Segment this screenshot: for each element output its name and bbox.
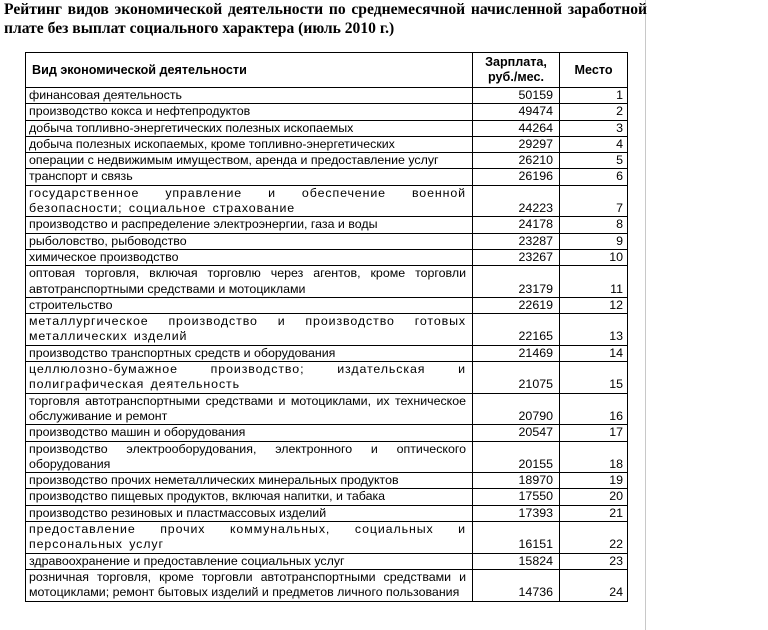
salary-cell: 18970	[473, 473, 560, 489]
salary-cell: 44264	[473, 120, 560, 136]
place-cell: 2	[560, 104, 628, 120]
activity-cell: производство и распределение электроэнергии, газа и воды	[26, 217, 473, 233]
table-row	[26, 522, 628, 554]
activity-cell: добыча топливно-энергетических полезных ископаемых	[26, 120, 473, 136]
table-row	[26, 153, 628, 169]
table-row	[26, 136, 628, 152]
place-cell: 11	[560, 266, 628, 298]
table-row	[26, 425, 628, 441]
activity-cell: добыча полезных ископаемых, кроме топливно-энергетических	[26, 136, 473, 152]
table-row	[26, 314, 628, 346]
salary-cell: 16151	[473, 522, 560, 554]
activity-cell: металлургическое производство и производство готовых металлических изделий	[26, 314, 473, 346]
salary-cell: 23287	[473, 233, 560, 249]
salary-cell: 21469	[473, 345, 560, 361]
page-edge-divider	[645, 0, 646, 630]
salary-cell: 17550	[473, 489, 560, 505]
table-row	[26, 505, 628, 521]
activity-cell: химическое производство	[26, 249, 473, 265]
activity-cell: торговля автотранспортными средствами и мотоциклами, их техническое обслуживание и ремонт	[26, 393, 473, 425]
table-row	[26, 553, 628, 569]
salary-cell: 22165	[473, 314, 560, 346]
table-row	[26, 345, 628, 361]
header-place: Место	[560, 53, 628, 88]
activity-cell: государственное управление и обеспечение военной безопасности; социальное страхование	[26, 185, 473, 217]
salary-cell: 17393	[473, 505, 560, 521]
place-cell: 8	[560, 217, 628, 233]
activity-cell: производство резиновых и пластмассовых изделий	[26, 505, 473, 521]
activity-cell: рыболовство, рыбоводство	[26, 233, 473, 249]
activity-cell: финансовая деятельность	[26, 88, 473, 104]
table-row	[26, 169, 628, 185]
header-activity: Вид экономической деятельности	[26, 53, 473, 88]
activity-cell: строительство	[26, 297, 473, 313]
salary-cell: 20790	[473, 393, 560, 425]
salary-cell: 15824	[473, 553, 560, 569]
activity-cell: здравоохранение и предоставление социальных услуг	[26, 553, 473, 569]
salary-cell: 29297	[473, 136, 560, 152]
table-row	[26, 473, 628, 489]
table-row	[26, 233, 628, 249]
place-cell: 3	[560, 120, 628, 136]
table-row	[26, 120, 628, 136]
salary-cell: 24223	[473, 185, 560, 217]
activity-cell: производство транспортных средств и оборудования	[26, 345, 473, 361]
salary-cell: 22619	[473, 297, 560, 313]
place-cell: 6	[560, 169, 628, 185]
salary-cell: 23267	[473, 249, 560, 265]
place-cell: 10	[560, 249, 628, 265]
activity-cell: транспорт и связь	[26, 169, 473, 185]
table-row	[26, 266, 628, 298]
place-cell: 22	[560, 522, 628, 554]
salary-cell: 23179	[473, 266, 560, 298]
activity-cell: производство электрооборудования, электронного и оптического оборудования	[26, 441, 473, 473]
salary-cell: 49474	[473, 104, 560, 120]
header-salary-line1: Зарплата,	[485, 55, 547, 69]
salary-cell: 50159	[473, 88, 560, 104]
table-row	[26, 104, 628, 120]
activity-cell: производство пищевых продуктов, включая напитки, и табака	[26, 489, 473, 505]
table-row	[26, 297, 628, 313]
activity-cell: целлюлозно-бумажное производство; издательская и полиграфическая деятельность	[26, 362, 473, 394]
activity-cell: производство кокса и нефтепродуктов	[26, 104, 473, 120]
activity-cell: операции с недвижимым имуществом, аренда и предоставление услуг	[26, 153, 473, 169]
place-cell: 1	[560, 88, 628, 104]
table-row	[26, 489, 628, 505]
activity-cell: оптовая торговля, включая торговлю через агентов, кроме торговли автотранспортными средствами и мотоциклами	[26, 266, 473, 298]
place-cell: 17	[560, 425, 628, 441]
activity-cell: предоставление прочих коммунальных, социальных и персональных услуг	[26, 522, 473, 554]
place-cell: 7	[560, 185, 628, 217]
place-cell: 16	[560, 393, 628, 425]
table-header-row	[26, 53, 628, 88]
table-row	[26, 362, 628, 394]
place-cell: 21	[560, 505, 628, 521]
salary-cell: 14736	[473, 569, 560, 601]
salary-cell: 20547	[473, 425, 560, 441]
table-row	[26, 88, 628, 104]
place-cell: 23	[560, 553, 628, 569]
place-cell: 15	[560, 362, 628, 394]
table-row	[26, 569, 628, 601]
document-title: Рейтинг видов экономической деятельности по среднемесячной начисленной заработной плате без выплат социального характера (июль 2010 г.)	[4, 1, 647, 37]
salary-cell: 21075	[473, 362, 560, 394]
place-cell: 18	[560, 441, 628, 473]
table-row	[26, 217, 628, 233]
place-cell: 12	[560, 297, 628, 313]
salary-cell: 26196	[473, 169, 560, 185]
place-cell: 19	[560, 473, 628, 489]
place-cell: 5	[560, 153, 628, 169]
activity-cell: производство прочих неметаллических минеральных продуктов	[26, 473, 473, 489]
place-cell: 20	[560, 489, 628, 505]
table-row	[26, 185, 628, 217]
table-row	[26, 441, 628, 473]
place-cell: 24	[560, 569, 628, 601]
salary-cell: 24178	[473, 217, 560, 233]
place-cell: 4	[560, 136, 628, 152]
table-row	[26, 249, 628, 265]
salary-cell: 20155	[473, 441, 560, 473]
place-cell: 13	[560, 314, 628, 346]
activity-cell: розничная торговля, кроме торговли автотранспортными средствами и мотоциклами; ремонт бытовых изделий и предметов личного пользования	[26, 569, 473, 601]
place-cell: 9	[560, 233, 628, 249]
salary-rating-table	[25, 52, 628, 602]
activity-cell: производство машин и оборудования	[26, 425, 473, 441]
salary-cell: 26210	[473, 153, 560, 169]
header-salary	[473, 53, 560, 88]
place-cell: 14	[560, 345, 628, 361]
header-salary-line2: руб./мес.	[488, 70, 544, 84]
table-row	[26, 393, 628, 425]
